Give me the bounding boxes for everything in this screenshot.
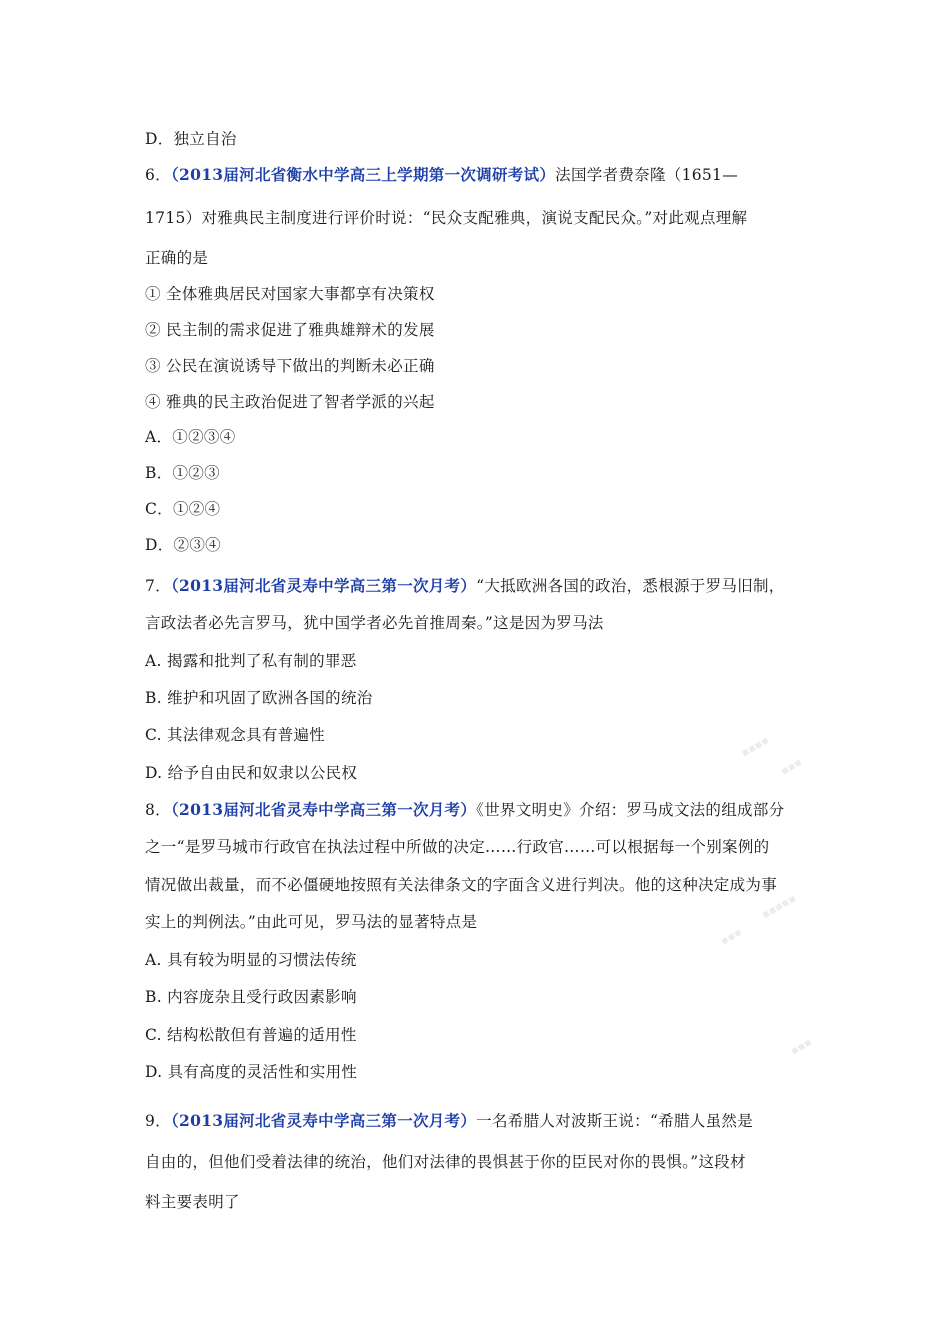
q9-stem-text: 一名希腊人对波斯王说：“希腊人虽然是 [476, 1112, 753, 1130]
q6-stem-line-1 [145, 163, 738, 185]
q7-number: 7． [145, 577, 171, 595]
q9-stem-line-2: 自由的，但他们受着法律的统治，他们对法律的畏惧甚于你的臣民对你的畏惧。”这段材 [145, 1153, 746, 1171]
q6-number: 6． [145, 166, 171, 184]
q6-option-b: B．①②③ [145, 464, 220, 482]
watermark-mark: ▪▪▪▪ [738, 733, 772, 760]
q9-source: （2013届河北省灵寿中学高三第一次月考） [170, 1111, 477, 1130]
q6-stem-text: 法国学者费奈隆（1651— [555, 166, 739, 184]
watermark-mark: ▪▪▪ [788, 1035, 815, 1058]
watermark-mark: ▪▪▪▪▪ [759, 891, 799, 922]
q8-stem-line-3: 情况做出裁量，而不必僵硬地按照有关法律条文的字面含义进行判决。他的这种决定成为事 [145, 876, 778, 894]
q8-source: （2013届河北省灵寿中学高三第一次月考） [170, 800, 477, 819]
q9-number: 9． [145, 1112, 171, 1130]
q6-stem-line-3: 正确的是 [145, 249, 209, 267]
q8-option-a: A. 具有较为明显的习惯法传统 [145, 951, 357, 969]
q8-number: 8． [145, 801, 171, 819]
q6-item-3: ③ 公民在演说诱导下做出的判断未必正确 [145, 357, 435, 375]
q6-stem-line-2: 1715）对雅典民主制度进行评价时说：“民众支配雅典，演说支配民众。”对此观点理解 [145, 209, 748, 227]
q6-item-4: ④ 雅典的民主政治促进了智者学派的兴起 [145, 393, 435, 411]
watermark-mark: ▪▪▪ [718, 925, 745, 948]
q6-source: （2013届河北省衡水中学高三上学期第一次调研考试） [170, 165, 556, 184]
watermark-mark: ▪▪▪ [778, 755, 805, 778]
q8-stem-line-1 [145, 798, 784, 820]
q7-option-b: B. 维护和巩固了欧洲各国的统治 [145, 689, 373, 707]
q7-stem-line-2: 言政法者必先言罗马，犹中国学者必先首推周秦。”这是因为罗马法 [145, 614, 604, 632]
q7-option-a: A. 揭露和批判了私有制的罪恶 [145, 652, 357, 670]
q7-source: （2013届河北省灵寿中学高三第一次月考） [170, 576, 477, 595]
q9-stem-line-1 [145, 1109, 753, 1131]
q7-stem-text: “大抵欧洲各国的政治，悉根源于罗马旧制， [476, 577, 785, 595]
q9-stem-line-3: 料主要表明了 [145, 1193, 240, 1211]
q6-item-2: ② 民主制的需求促进了雅典雄辩术的发展 [145, 321, 435, 339]
q8-stem-line-4: 实上的判例法。”由此可见，罗马法的显著特点是 [145, 913, 478, 931]
q8-option-d: D. 具有高度的灵活性和实用性 [145, 1063, 358, 1081]
q8-option-b: B. 内容庞杂且受行政因素影响 [145, 988, 357, 1006]
q6-option-c: C．①②④ [145, 500, 221, 518]
q6-option-a: A．①②③④ [145, 428, 236, 446]
q8-stem-text: 《世界文明史》介绍：罗马成文法的组成部分 [476, 801, 785, 819]
q5-option-d: D．独立自治 [145, 130, 237, 148]
q7-stem-line-1 [145, 574, 785, 596]
q6-option-d: D．②③④ [145, 536, 221, 554]
q6-item-1: ① 全体雅典居民对国家大事都享有决策权 [145, 285, 435, 303]
q7-option-c: C. 其法律观念具有普遍性 [145, 726, 326, 744]
q7-option-d: D. 给予自由民和奴隶以公民权 [145, 764, 358, 782]
q8-option-c: C. 结构松散但有普遍的适用性 [145, 1026, 357, 1044]
q8-stem-line-2: 之一“是罗马城市行政官在执法过程中所做的决定……行政官……可以根据每一个别案例的 [145, 838, 770, 856]
